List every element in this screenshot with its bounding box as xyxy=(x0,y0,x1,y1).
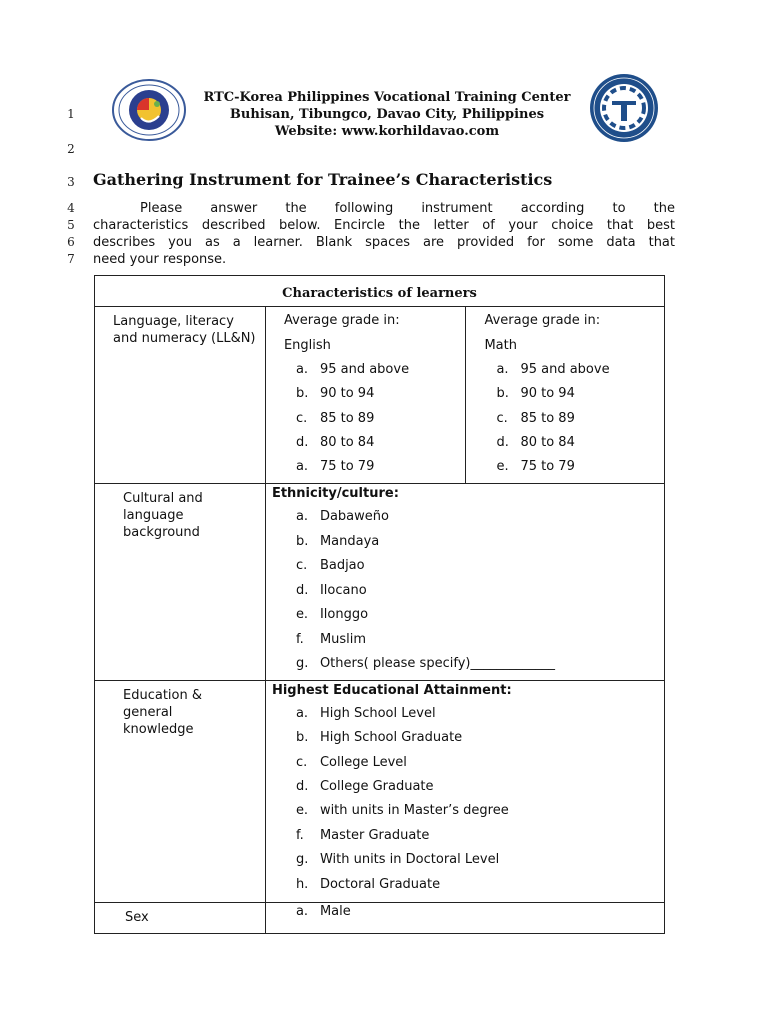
sex-label-cell xyxy=(95,903,266,934)
education-option-e: e. with units in Master’s degree xyxy=(295,803,509,818)
math-subject: Math xyxy=(484,338,517,353)
english-option-e: a. 75 to 79 xyxy=(295,459,375,474)
line-number-5: 5 xyxy=(67,218,75,232)
school-address: Buhisan, Tibungco, Davao City, Philippines xyxy=(229,107,545,122)
llnn-label-cell xyxy=(95,307,266,484)
culture-option-a: a. Dabaweño xyxy=(295,509,389,524)
table-heading: Characteristics of learners xyxy=(282,285,477,301)
education-option-b: b. High School Graduate xyxy=(295,730,463,745)
english-prefix: Average grade in: xyxy=(283,313,400,328)
math-option-a: a. 95 and above xyxy=(496,362,610,377)
english-subject: English xyxy=(283,338,331,353)
education-label-cell xyxy=(95,681,266,903)
english-cell xyxy=(265,307,466,484)
instructions-line-2: characteristics described below. Encircle the letter of your choice that best xyxy=(93,218,675,233)
education-option-g: g. With units in Doctoral Level xyxy=(295,852,500,867)
culture-option-e: e. Ilonggo xyxy=(295,607,369,622)
culture-label-cell xyxy=(95,484,266,681)
math-option-e: e. 75 to 79 xyxy=(496,459,575,474)
culture-option-f: f. Muslim xyxy=(295,632,367,647)
page-title: Gathering Instrument for Trainee’s Characteristics xyxy=(93,170,553,189)
instructions-line-4: need your response. xyxy=(93,252,227,267)
education-label: Education & general knowledge xyxy=(123,688,202,737)
education-option-c: c. College Level xyxy=(295,755,407,770)
school-website: Website: www.korhildavao.com xyxy=(274,124,500,139)
education-options-cell xyxy=(265,681,664,903)
line-number-2: 2 xyxy=(67,142,75,156)
sex-option-a: a. Male xyxy=(295,904,351,919)
culture-option-b: b. Mandaya xyxy=(295,534,380,549)
culture-label: Cultural and language background xyxy=(123,491,203,540)
table-heading-cell xyxy=(95,276,665,307)
math-option-c: c. 85 to 89 xyxy=(496,411,575,426)
culture-option-d: d. Ilocano xyxy=(295,583,367,598)
line-number-7: 7 xyxy=(67,252,75,266)
english-option-d: d. 80 to 84 xyxy=(295,435,375,450)
instructions-line-3: describes you as a learner. Blank spaces are provided for some data that xyxy=(93,235,675,250)
culture-option-g: g. Others( please specify)_____________ xyxy=(295,656,555,671)
math-option-b: b. 90 to 94 xyxy=(496,386,575,401)
english-option-c: c. 85 to 89 xyxy=(295,411,375,426)
english-option-b: b. 90 to 94 xyxy=(295,386,375,401)
sex-label: Sex xyxy=(125,910,149,925)
school-header xyxy=(192,89,582,140)
culture-options-cell xyxy=(265,484,664,681)
sex-options-cell xyxy=(265,903,664,934)
school-name: RTC-Korea Philippines Vocational Training Center xyxy=(203,90,571,105)
math-cell xyxy=(466,307,665,484)
rtc-korea-logo xyxy=(111,78,187,142)
line-number-1: 1 xyxy=(67,107,75,121)
math-option-d: d. 80 to 84 xyxy=(496,435,575,450)
education-heading: Highest Educational Attainment: xyxy=(271,683,512,698)
tesda-seal-logo xyxy=(588,73,660,143)
llnn-label: Language, literacy and numeracy (LL&N) xyxy=(113,314,256,346)
education-option-f: f. Master Graduate xyxy=(295,828,430,843)
culture-heading: Ethnicity/culture: xyxy=(271,486,399,501)
culture-option-c: c. Badjao xyxy=(295,558,365,573)
instructions-line-1: Please answer the following instrument according to the xyxy=(140,201,675,216)
english-option-a: a. 95 and above xyxy=(295,362,410,377)
education-option-h: h. Doctoral Graduate xyxy=(295,877,441,892)
line-number-3: 3 xyxy=(67,175,75,189)
math-prefix: Average grade in: xyxy=(484,313,601,328)
characteristics-table xyxy=(94,275,665,934)
line-number-6: 6 xyxy=(67,235,75,249)
line-number-4: 4 xyxy=(67,201,75,215)
education-option-a: a. High School Level xyxy=(295,706,436,721)
education-option-d: d. College Graduate xyxy=(295,779,434,794)
